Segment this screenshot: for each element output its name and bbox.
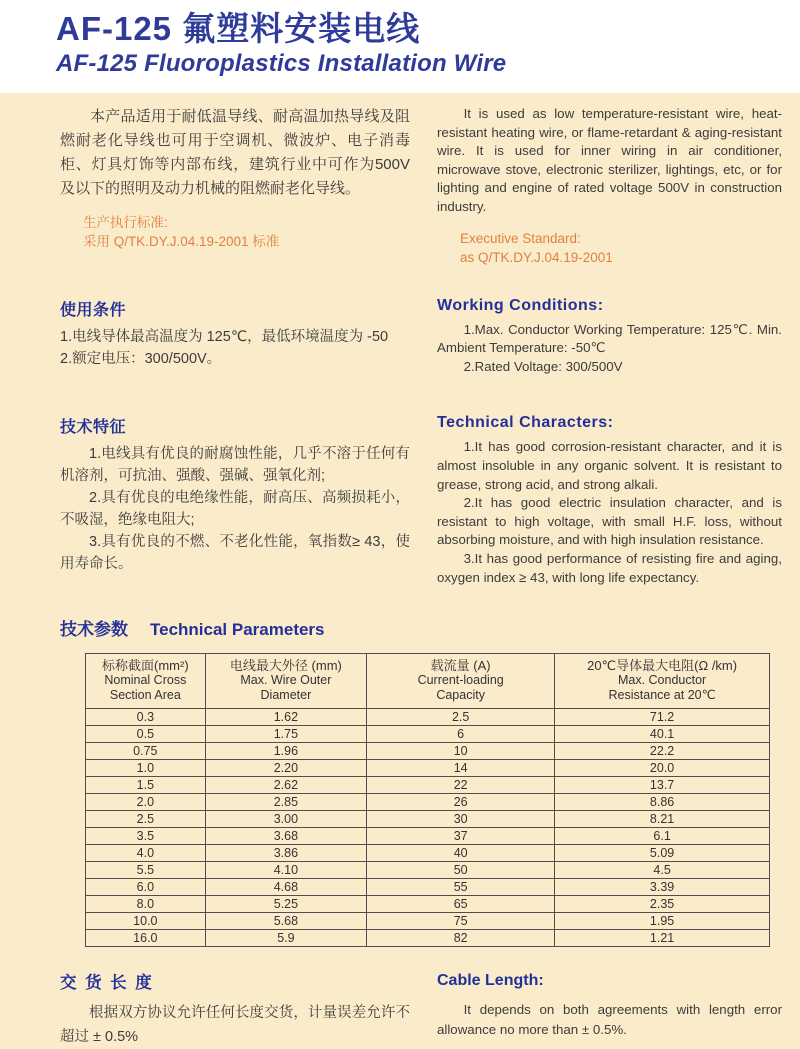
intro-column-zh xyxy=(60,105,410,267)
page-title-zh: AF-125 氟塑料安装电线 xyxy=(56,10,421,47)
table-cell: 5.68 xyxy=(205,913,366,930)
table-row xyxy=(86,845,770,862)
technical-characters-section xyxy=(60,414,782,587)
technical-parameters-section xyxy=(60,615,782,947)
intro-paragraph-zh: 本产品适用于耐低温导线、耐高温加热导线及阻燃耐老化导线也可用于空调机、微波炉、电子消毒柜、灯具灯饰等内部布线，建筑行业中可作为500V 及以下的照明及动力机械的阻燃耐老化导线。 xyxy=(60,108,410,197)
working-conditions-item: 2.Rated Voltage: 300/500V xyxy=(463,358,623,374)
table-cell: 82 xyxy=(367,930,555,947)
working-conditions-item: 2.额定电压：300/500V。 xyxy=(60,350,222,367)
table-cell: 10.0 xyxy=(86,913,206,930)
table-cell: 2.20 xyxy=(205,760,366,777)
technical-parameters-heading-zh: 技术参数 xyxy=(60,620,128,640)
table-cell: 5.25 xyxy=(205,896,366,913)
column-header-en: Current-loading Capacity xyxy=(417,673,504,703)
production-standard-zh xyxy=(60,213,410,251)
table-cell: 6 xyxy=(367,726,555,743)
table-cell: 1.21 xyxy=(555,930,770,947)
table-cell: 50 xyxy=(367,862,555,879)
table-cell: 40.1 xyxy=(555,726,770,743)
table-cell: 0.5 xyxy=(86,726,206,743)
table-cell: 20.0 xyxy=(555,760,770,777)
table-cell: 5.9 xyxy=(205,930,366,947)
table-cell: 1.5 xyxy=(86,777,206,794)
table-cell: 8.86 xyxy=(555,794,770,811)
table-cell: 75 xyxy=(367,913,555,930)
cable-length-en xyxy=(437,969,782,1049)
table-cell: 26 xyxy=(367,794,555,811)
table-cell: 14 xyxy=(367,760,555,777)
production-standard-en xyxy=(437,229,782,267)
technical-characters-heading-en: Technical Characters: xyxy=(437,414,614,432)
table-cell: 40 xyxy=(367,845,555,862)
table-cell: 2.62 xyxy=(205,777,366,794)
table-cell: 2.5 xyxy=(367,709,555,726)
table-cell: 0.3 xyxy=(86,709,206,726)
working-conditions-section xyxy=(60,297,782,377)
column-header-zh: 20℃导体最大电阻(Ω /km) xyxy=(587,658,738,674)
column-header-en: Max. Wire Outer Diameter xyxy=(240,673,332,703)
table-row xyxy=(86,794,770,811)
title-block xyxy=(0,0,800,93)
technical-characters-item: 3.具有优良的不燃、不老化性能，氧指数≥ 43，使用寿命长。 xyxy=(60,534,410,573)
technical-characters-item: 3.It has good performance of resisting fire and aging, oxygen index ≥ 43, with long life expectancy. xyxy=(437,550,782,585)
cable-length-zh xyxy=(60,969,410,1049)
table-cell: 4.5 xyxy=(555,862,770,879)
column-header-zh: 电线最大外径 (mm) xyxy=(229,658,342,674)
table-cell: 8.21 xyxy=(555,811,770,828)
table-row xyxy=(86,862,770,879)
intro-paragraph-en: It is used as low temperature-resistant wire, heat-resistant heating wire, or flame-retardant & aging-resistant wire. It is used for inner wiring in air conditioner, microwave stove, electronic sterilizer, lightings, etc, or for lighting and engine of rated voltage 500V in construction industry. xyxy=(437,106,782,214)
table-cell: 6.1 xyxy=(555,828,770,845)
table-cell: 71.2 xyxy=(555,709,770,726)
table-cell: 1.95 xyxy=(555,913,770,930)
column-header-zh: 标称截面(mm²) xyxy=(102,658,189,674)
table-cell: 2.35 xyxy=(555,896,770,913)
table-cell: 22.2 xyxy=(555,743,770,760)
table-cell: 1.62 xyxy=(205,709,366,726)
cable-length-body-zh: 根据双方协议允许任何长度交货，计量误差允许不超过 ± 0.5% xyxy=(60,1005,410,1046)
table-cell: 65 xyxy=(367,896,555,913)
table-cell: 2.5 xyxy=(86,811,206,828)
table-body xyxy=(86,709,770,947)
table-cell: 37 xyxy=(367,828,555,845)
table-cell: 3.39 xyxy=(555,879,770,896)
table-cell: 3.5 xyxy=(86,828,206,845)
standard-label-en: Executive Standard: xyxy=(459,230,581,246)
table-cell: 0.75 xyxy=(86,743,206,760)
standard-value-zh: 采用 Q/TK.DY.J.04.19-2001 标准 xyxy=(82,234,280,249)
cable-length-body-en: It depends on both agreements with length error allowance no more than ± 0.5%. xyxy=(437,1002,782,1038)
table-cell: 10 xyxy=(367,743,555,760)
working-conditions-en xyxy=(437,297,782,377)
table-cell: 3.00 xyxy=(205,811,366,828)
table-row xyxy=(86,743,770,760)
table-row xyxy=(86,896,770,913)
technical-characters-item: 1.It has good corrosion-resistant character, and it is almost insoluble in any organic solvent. It is resistant to grease, strong acid, and strong alkali. xyxy=(437,439,782,492)
table-cell: 4.68 xyxy=(205,879,366,896)
column-header-nominal-cross-section xyxy=(86,654,206,709)
table-row xyxy=(86,913,770,930)
table-row xyxy=(86,777,770,794)
column-header-max-conductor-resistance xyxy=(555,654,770,709)
working-conditions-heading-en: Working Conditions: xyxy=(437,296,604,314)
table-header-row xyxy=(86,654,770,709)
technical-parameters-table xyxy=(85,653,770,947)
technical-characters-item: 2.具有优良的电绝缘性能，耐高压、高频损耗小，不吸湿，绝缘电阻大; xyxy=(60,490,410,529)
column-header-en: Nominal Cross Section Area xyxy=(104,673,187,703)
working-conditions-item: 1.电线导体最高温度为 125℃，最低环境温度为 -50 xyxy=(60,328,389,345)
table-row xyxy=(86,828,770,845)
table-cell: 3.68 xyxy=(205,828,366,845)
cable-length-section xyxy=(60,969,782,1049)
column-header-current-loading-capacity xyxy=(367,654,555,709)
table-cell: 22 xyxy=(367,777,555,794)
technical-parameters-heading xyxy=(60,615,782,640)
table-cell: 3.86 xyxy=(205,845,366,862)
table-cell: 4.10 xyxy=(205,862,366,879)
table-cell: 6.0 xyxy=(86,879,206,896)
standard-value-en: as Q/TK.DY.J.04.19-2001 xyxy=(459,249,613,265)
table-cell: 5.5 xyxy=(86,862,206,879)
table-cell: 30 xyxy=(367,811,555,828)
standard-label-zh: 生产执行标准: xyxy=(82,215,168,230)
working-conditions-item: 1.Max. Conductor Working Temperature: 125℃. Min. Ambient Temperature: -50℃ xyxy=(437,321,782,356)
table-row xyxy=(86,760,770,777)
working-conditions-zh xyxy=(60,297,410,377)
table-cell: 1.96 xyxy=(205,743,366,760)
column-header-max-wire-outer-diameter xyxy=(205,654,366,709)
table-row xyxy=(86,930,770,947)
table-cell: 16.0 xyxy=(86,930,206,947)
column-header-zh: 载流量 (A) xyxy=(430,658,491,674)
cable-length-heading-en: Cable Length: xyxy=(437,972,544,990)
technical-characters-en xyxy=(437,414,782,587)
table-cell: 55 xyxy=(367,879,555,896)
intro-section xyxy=(60,105,782,267)
page-title-en: AF-125 Fluoroplastics Installation Wire xyxy=(56,49,507,77)
technical-characters-heading-zh: 技术特征 xyxy=(60,419,127,437)
technical-characters-zh xyxy=(60,414,410,587)
table-row xyxy=(86,811,770,828)
table-cell: 8.0 xyxy=(86,896,206,913)
cable-length-heading-zh: 交 货 长 度 xyxy=(60,974,154,993)
technical-parameters-heading-en: Technical Parameters xyxy=(150,620,325,640)
table-cell: 1.0 xyxy=(86,760,206,777)
column-header-en: Max. Conductor Resistance at 20℃ xyxy=(608,673,716,703)
table-cell: 5.09 xyxy=(555,845,770,862)
table-cell: 4.0 xyxy=(86,845,206,862)
technical-characters-item: 2.It has good electric insulation character, and is resistant to high voltage, with small H.F. loss, without absorbing moisture, and with high insulation resistance. xyxy=(437,495,782,548)
table-cell: 2.85 xyxy=(205,794,366,811)
table-cell: 13.7 xyxy=(555,777,770,794)
table-cell: 2.0 xyxy=(86,794,206,811)
table-row xyxy=(86,709,770,726)
working-conditions-heading-zh: 使用条件 xyxy=(60,301,127,319)
technical-characters-item: 1.电线具有优良的耐腐蚀性能，几乎不溶于任何有机溶剂，可抗油、强酸、强碱、强氧化剂; xyxy=(60,446,410,485)
table-row xyxy=(86,726,770,743)
intro-column-en xyxy=(437,105,782,267)
table-row xyxy=(86,879,770,896)
table-cell: 1.75 xyxy=(205,726,366,743)
page-content xyxy=(0,93,800,1049)
